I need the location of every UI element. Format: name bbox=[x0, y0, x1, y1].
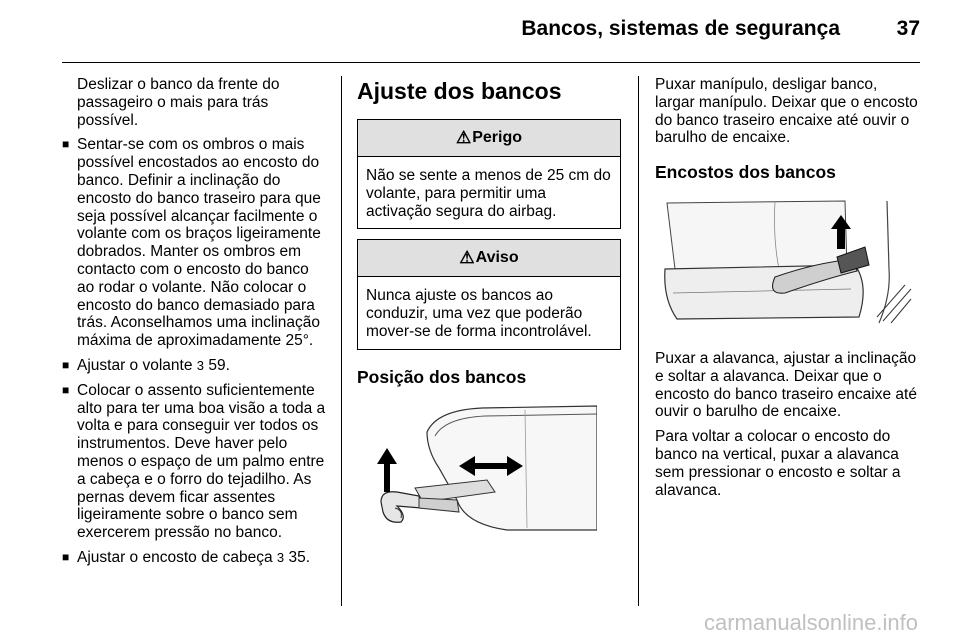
warning-triangle-icon: ⚠ bbox=[459, 248, 475, 268]
column-divider-left bbox=[341, 76, 342, 606]
danger-box-body: Não se sente a menos de 25 cm do volante, para permitir uma activação segura do airbag. bbox=[366, 167, 611, 220]
bullet-icon: ■ bbox=[62, 549, 70, 564]
page-number: 37 bbox=[896, 17, 920, 40]
paragraph: Puxar manípulo, desligar banco, largar manípulo. Deixar que o encosto do banco traseiro encaixe até ouvir o barulho de encaixe. bbox=[655, 76, 918, 147]
notice-box-title: Aviso bbox=[475, 249, 519, 267]
subsection-heading: Posição dos bancos bbox=[357, 366, 527, 387]
watermark: carmanualsonline.info bbox=[703, 610, 918, 635]
list-item-text: Ajustar o encosto de cabeça bbox=[77, 548, 273, 566]
list-item bbox=[62, 357, 330, 375]
bullet-icon: ■ bbox=[62, 137, 70, 152]
page-reference[interactable]: 59. bbox=[208, 356, 230, 374]
list-item bbox=[62, 136, 330, 350]
seatback-recline-illustration bbox=[655, 199, 921, 330]
column-right bbox=[655, 76, 921, 506]
list-item bbox=[62, 382, 330, 542]
danger-box bbox=[357, 119, 621, 229]
column-divider-right bbox=[638, 76, 639, 606]
seat-slide-lever-figure bbox=[357, 402, 597, 552]
column-left bbox=[62, 76, 330, 574]
danger-box-header bbox=[358, 120, 620, 157]
list-item-text: Ajustar o volante bbox=[77, 356, 193, 374]
notice-box-body: Nunca ajuste os bancos ao conduzir, uma vez que poderão mover-se de forma incontrolável. bbox=[366, 287, 592, 340]
paragraph: Puxar a alavanca, ajustar a inclinação e soltar a alavanca. Deixar que o encosto do banco traseiro encaixe até ouvir o barulho de encaixe. bbox=[655, 349, 917, 421]
list-item-text: Colocar o assento suficientemente alto para ter uma boa visão a toda a volta e para conseguir ver todos os instrumentos. Deve haver pelo menos o espaço de um palmo entre a cabeça e o forro do tejadilho. As pernas devem ficar assentes ligeiramente sobre o banco sem exercerem pressão no banco. bbox=[77, 381, 326, 542]
notice-box-header bbox=[358, 240, 620, 277]
intro-paragraph: Deslizar o banco da frente do passageiro o mais para trás possível. bbox=[77, 76, 280, 129]
bullet-icon: ■ bbox=[62, 357, 70, 372]
page-reference-icon: 3 bbox=[196, 357, 205, 373]
column-middle bbox=[357, 76, 621, 557]
notice-box bbox=[357, 239, 621, 349]
bullet-icon: ■ bbox=[62, 382, 70, 397]
page-reference[interactable]: 35. bbox=[288, 548, 311, 566]
header-rule bbox=[62, 62, 920, 63]
seatback-lever-figure bbox=[655, 199, 913, 325]
section-heading: Ajuste dos bancos bbox=[357, 78, 562, 104]
list-item-text: Sentar-se com os ombros o mais possível encostados ao encosto do banco. Definir a inclinação do encosto do banco traseiro para que seja possível alcançar facilmente o volante com os braços ligeiramente dobrados. Manter os ombros em contacto com o encosto do banco ao rodar o volante. Não colocar o encosto do banco demasiado para trás. Aconselhamos uma inclinação máxima de aproximadamente 25°. bbox=[77, 136, 321, 350]
warning-triangle-icon: ⚠ bbox=[455, 128, 472, 148]
list-item bbox=[62, 549, 330, 567]
seat-position-illustration bbox=[357, 402, 621, 557]
page-reference-icon: 3 bbox=[276, 549, 285, 565]
danger-box-title: Perigo bbox=[472, 129, 523, 147]
page-header-title: Bancos, sistemas de segurança bbox=[521, 17, 840, 40]
subsection-heading: Encostos dos bancos bbox=[655, 162, 836, 183]
paragraph: Para voltar a colocar o encosto do banco na vertical, puxar a alavanca sem pressionar o encosto e soltar a alavanca. bbox=[655, 428, 901, 499]
